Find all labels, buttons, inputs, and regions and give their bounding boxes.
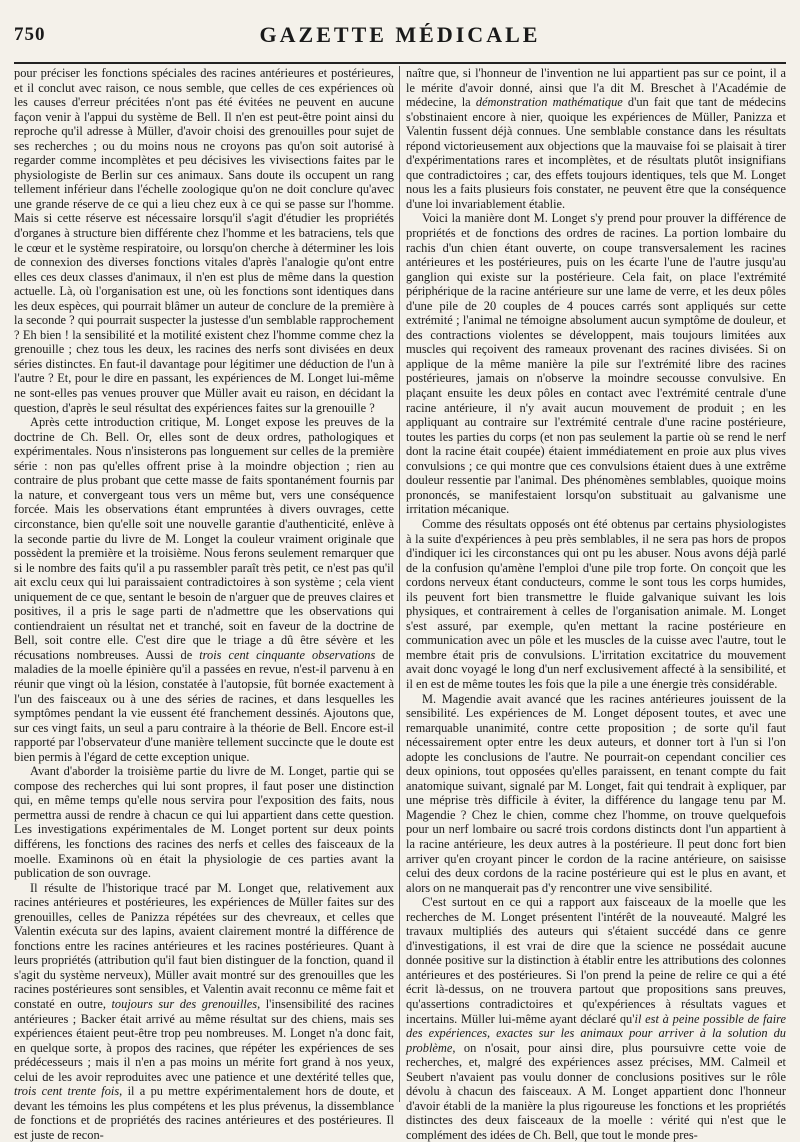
paragraph-text: Avant d'aborder la troisième partie du livre de M. Longet, partie qui se compose des recherches qui lui sont propres, il faut poser une distinction qui, en même temps qu'elle nous servira pour l'exposition des faits, nous permettra aussi de rendre à chacun ce qui lui appartient dans cette question. Les investigations expérimentales de M. Longet portent sur deux points différens, les fonctions des racines des nerfs et celles des faisceaux de la moelle. Examinons où en était la physiologie de ces parties avant la publication de son ouvrage. (14, 764, 394, 881)
header-rule (14, 62, 786, 64)
paragraph-text: naître que, si l'honneur de l'invention ne lui appartient pas sur ce point, il a le mérite d'avoir donné, ainsi que l'a dit M. Breschet à l'Académie de médecine, la (406, 66, 786, 110)
italic-text: trois cent trente fois (14, 1084, 120, 1099)
paragraph-text: , l'insensibilité des racines antérieures ; Backer était arrivé au même résultat sur des chiens, mais ses expériences étaient peut-être trop peu nombreuses. M. Longet n'a donc fait, en quelque sorte, à propos des racines, que répéter les expériences de ses prédécesseurs ; mais il n'en a pas moins un mérite fort grand à nos yeux, celui de les avoir reproduites avec une patience et une dextérité telles que, (14, 997, 394, 1084)
paragraph-text: Après cette introduction critique, M. Longet expose les preuves de la doctrine de Ch. Bell. Or, elles sont de deux ordres, pathologiques et expérimentales. Nous n'insisterons pas longuement sur celles de la première série : non pas qu'elles offrent prise à la moindre objection ; rien au contraire de plus probant que cette masse de faits spontanément fournis par la nature, et convergeant tous vers un même but, vers une conséquence forcée. Mais les observations étant empruntées à divers ouvrages, cette circonstance, bien qu'elle soit une nouvelle garantie d'authenticité, enlève à la seconde partie du livre de M. Longet la couleur vraiment originale que possèdent la première et la troisième. Nous ferons seulement remarquer que si le nombre des faits qu'il a pu rassembler paraît très petit, ce n'est pas qu'il ait exclu ceux qui lui paraissaient contradictoires à son système ; cela vient uniquement de ce que, sentant le besoin de n'arguer que de preuves claires et positives, il a pris le sage parti de n'admettre que les observations qui contiendraient un résultat net et tranché, soit en faveur de la doctrine de Bell, soit contre elle. C'est dire que le triage a dû être sévère et les récusations nombreuses. Aussi de (14, 415, 394, 662)
article-paragraph (406, 66, 786, 211)
column-divider (399, 66, 400, 1102)
journal-title: GAZETTE MÉDICALE (259, 22, 541, 47)
article-paragraph (406, 211, 786, 516)
article-paragraph (14, 66, 394, 415)
paragraph-text: , on n'osait, pour ainsi dire, plus poursuivre cette voie de recherches, et, malgré des expériences assez précises, MM. Calmeil et Seubert n'avaient pas voulu donner de conclusions positives sur le rôle dévolu à chacun des faisceaux. A M. Longet appartient donc l'honneur d'avoir établi de la manière la plus rigoureuse les fonctions et les propriétés distinctes des deux faisceaux de la moelle : vérité qui n'est que le complément des idées de Ch. Bell, que tout le monde pres- (406, 1040, 786, 1142)
article-paragraph (406, 692, 786, 896)
left-column (14, 66, 394, 1142)
article-paragraph (14, 881, 394, 1142)
paragraph-text: Il résulte de l'historique tracé par M. Longet que, relativement aux racines antérieures et postérieures, les expériences de Müller faites sur des grenouilles, celles de Panizza répétées sur des chevreaux, et celles que Valentin exécuta sur des lapins, avaient clairement montré la différence de fonctions entre les racines antérieures et les racines postérieures. Quant à leurs propriétés (attribution qu'il faut bien distinguer de la fonction, quand il s'agit du système nerveux), Müller avait montré sur des grenouilles que les racines postérieures sont sensibles, et Valentin avait reconnu ce même fait et constaté en outre, (14, 880, 394, 1011)
article-paragraph (14, 415, 394, 764)
article-paragraph (14, 764, 394, 880)
paragraph-text: C'est surtout en ce qui a rapport aux faisceaux de la moelle que les recherches de M. Longet présentent l'intérêt de la nouveauté. Malgré les travaux multipliés des auteurs qui s'étaient succédé dans ce genre d'investigations, il est vrai de dire que la science ne possédait aucune donnée positive sur la distinction à établir entre les attributions des colonnes antérieures et des postérieures. Si l'on prend la peine de relire ce qui a été écrit là-dessus, on ne trouvera partout que propositions sans preuves, qu'assertions contradictoires et qu'expériences à résultats vagues et incertains. Müller lui-même ayant déclaré qu' (406, 895, 786, 1026)
paragraph-text: M. Magendie avait avancé que les racines antérieures jouissent de la sensibilité. Les expériences de M. Longet déposent toutes, et avec une remarquable unanimité, contre cette proposition ; de sorte qu'il faut nécessairement opter entre les deux auteurs, et donner tort à l'un si l'on adopte les conclusions de l'autre. Ne pourrait-on cependant concilier ces deux opinions, tout opposées qu'elles paraissent, en tenant compte du fait anatomique suivant, signalé par M. Longet, fait qui tendrait à expliquer, par une méprise très difficile à éviter, la différence du langage tenu par M. Magendie ? Chez le chien, comme chez l'homme, on trouve quelquefois pour un nerf lombaire ou sacré trois cordons distincts dont l'un appartient à la racine antérieure, les deux autres à la postérieure. Il peut donc fort bien arriver qu'en croyant pincer le cordon de la racine antérieure, on saisisse celui des deux cordons de la racine postérieure qui est le plus en avant, et alors on ne manquerait pas d'y rencontrer une vive sensibilité. (406, 691, 786, 895)
italic-text: démonstration mathématique (475, 95, 623, 110)
paragraph-text: d'un fait que tant de médecins s'obstinaient encore à nier, quoique les expériences de Müller, Panizza et Valentin fussent déjà connues. Une semblable constance dans les résultats répond victorieusement aux objections que la mauvaise foi se plaisait à tirer d'expérimentations rares et incomplètes, et de résultats plutôt insignifians que contradictoires ; car, des effets toujours identiques, tels que M. Longet nous les a faits plusieurs fois constater, ne peuvent être que la conséquence d'une loi invariablement établie. (406, 95, 786, 211)
italic-text: trois cent cinquante observations (199, 647, 376, 662)
italic-text: toujours sur des grenouilles (111, 997, 258, 1011)
paragraph-text: Comme des résultats opposés ont été obtenus par certains physiologistes à la suite d'expériences à peu près semblables, il ne sera pas hors de propos d'indiquer ici les circonstances qui ont pu les abuser. Nous avons déjà parlé de la confusion qu'amène l'emploi d'une pile trop forte. On conçoit que les cordons nerveux étant conducteurs, comme le sont tous les corps humides, ils peuvent fort bien transmettre le fluide galvanique suivant les lois physiques, et contrairement à celles de l'organisation animale. M. Longet s'est assuré, par exemple, qu'en mettant la racine postérieure en communication avec un pôle et les muscles de la cuisse avec l'autre, tout le membre était pris de convulsions. L'irritation excitatrice du mouvement avait donc voyagé le long d'un nerf exclusivement affecté à la sensibilité, et il en est de même toutes les fois que la pile a une énergie très considérable. (406, 516, 786, 691)
page-number: 750 (14, 24, 46, 45)
page-header (14, 22, 786, 58)
italic-text: il est à peine possible de faire des expériences, exactes sur les animaux pour arriver à la solution du problème (406, 1011, 786, 1055)
paragraph-text: de maladies de la moelle épinière qu'il a passées en revue, n'est-il parvenu à en réunir que vingt où la lésion, constatée à l'autopsie, fût bornée exactement à l'un des faisceaux ou à une des séries de racines, et dans lesquelles les symptômes pendant la vie eussent été franchement dessinés. Ajoutons que, sur ces vingt faits, un seul a paru contraire à la théorie de Bell. Encore est-il rapporté par l'observateur d'une manière tellement succincte que le doute est bien permis à l'égard de cette exception unique. (14, 647, 394, 764)
right-column (406, 66, 786, 1142)
paragraph-text: , il a pu mettre expérimentalement hors de doute, et devant les témoins les plus compétens et les plus prévenus, la dissemblance de fonctions et de propriétés des racines antérieures et des postérieures. Il est juste de recon- (14, 1084, 394, 1142)
paragraph-text: Voici la manière dont M. Longet s'y prend pour prouver la différence de propriétés et de fonctions des ordres de racines. La portion lombaire du rachis d'un chien étant ouverte, on coupe transversalement les racines antérieures et les postérieures, puis on les écarte l'une de l'autre jusqu'au ganglion qui existe sur la postérieure. Cela fait, on place l'extrémité périphérique de la racine antérieure sur une lame de verre, et les deux pôles d'une pile de 20 couples de 4 pouces carrés sont appliqués sur cette extrémité ; l'animal ne témoigne absolument aucun symptôme de douleur, et des contractions violentes se développent, mais toujours limitées aux muscles qui reçoivent des rameaux provenant des racines divisées. Si on applique de la même manière la pile sur l'extrémité libre des racines postérieures, jamais on n'observe la moindre secousse convulsive. En plaçant ensuite les deux pôles en contact avec l'extrémité centrale d'une racine antérieure, il n'y avait aucun mouvement de produit ; en les appliquant au contraire sur l'extrémité centrale d'une racine postérieure, toutes les parties du corps (et non pas seulement la partie où se rend le nerf dont la racine était coupée) étaient immédiatement en proie aux plus vives convulsions ; ce qui montre que ces convulsions étaient dues à une extrême douleur ressentie par l'animal. Des phénomènes semblables, quoique moins prononcés, se manifestaient lorsqu'on substituait au galvanisme une irritation mécanique. (406, 211, 786, 517)
article-paragraph (406, 895, 786, 1142)
article-paragraph (406, 517, 786, 692)
paragraph-text: pour préciser les fonctions spéciales des racines antérieures et postérieures, et il conclut avec raison, ce nous semble, que celles de ces expériences où les causes d'erreur précitées n'ont pas été évitées ne peuvent en aucune façon venir à l'appui du système de Bell. Il n'en est peut-être point ainsi du reproche qu'il adresse à Müller, d'avoir choisi des grenouilles pour sujet de ses recherches ; ou du moins nous ne croyons pas qu'on soit autorisé à regarder comme incomplètes et peu décisives les vivisections faites par le physiologiste de Berlin sur ces animaux. Sans doute ils occupent un rang tellement inférieur dans l'échelle zoologique qu'on ne doit conclure qu'avec une grande réserve de ce qui a lieu chez eux à ce qui se passe sur l'homme. Mais si cette réserve est nécessaire lorsqu'il s'agit d'étudier les propriétés d'organes à structure bien différente chez l'homme et les batraciens, tels que le cœur et le système respiratoire, ou lorsqu'on cherche à déterminer les lois de connexion des diverses fonctions vitales d'après l'analogie qu'ont entre elles ces deux classes d'animaux, il n'en est plus de même dans la question actuelle. Là, où l'organisation est une, où les fonctions sont identiques dans les deux espèces, qui pourrait blâmer un auteur de conclure de la première à la seconde ? qui pourrait suspecter la justesse d'un semblable rapprochement ? Eh bien ! la sensibilité et la motilité existent chez l'homme comme chez la grenouille ; chez tous les deux, les racines des nerfs sont divisées en deux séries distinctes. En faut-il davantage pour légitimer une déduction de l'un à l'autre ? Et, pour le dire en passant, les expériences de M. Longet lui-même ne sont-elles pas venues prouver que Müller avait eu raison, en décidant la question, d'après le seul résultat des expériences faites sur la grenouille ? (14, 66, 394, 415)
